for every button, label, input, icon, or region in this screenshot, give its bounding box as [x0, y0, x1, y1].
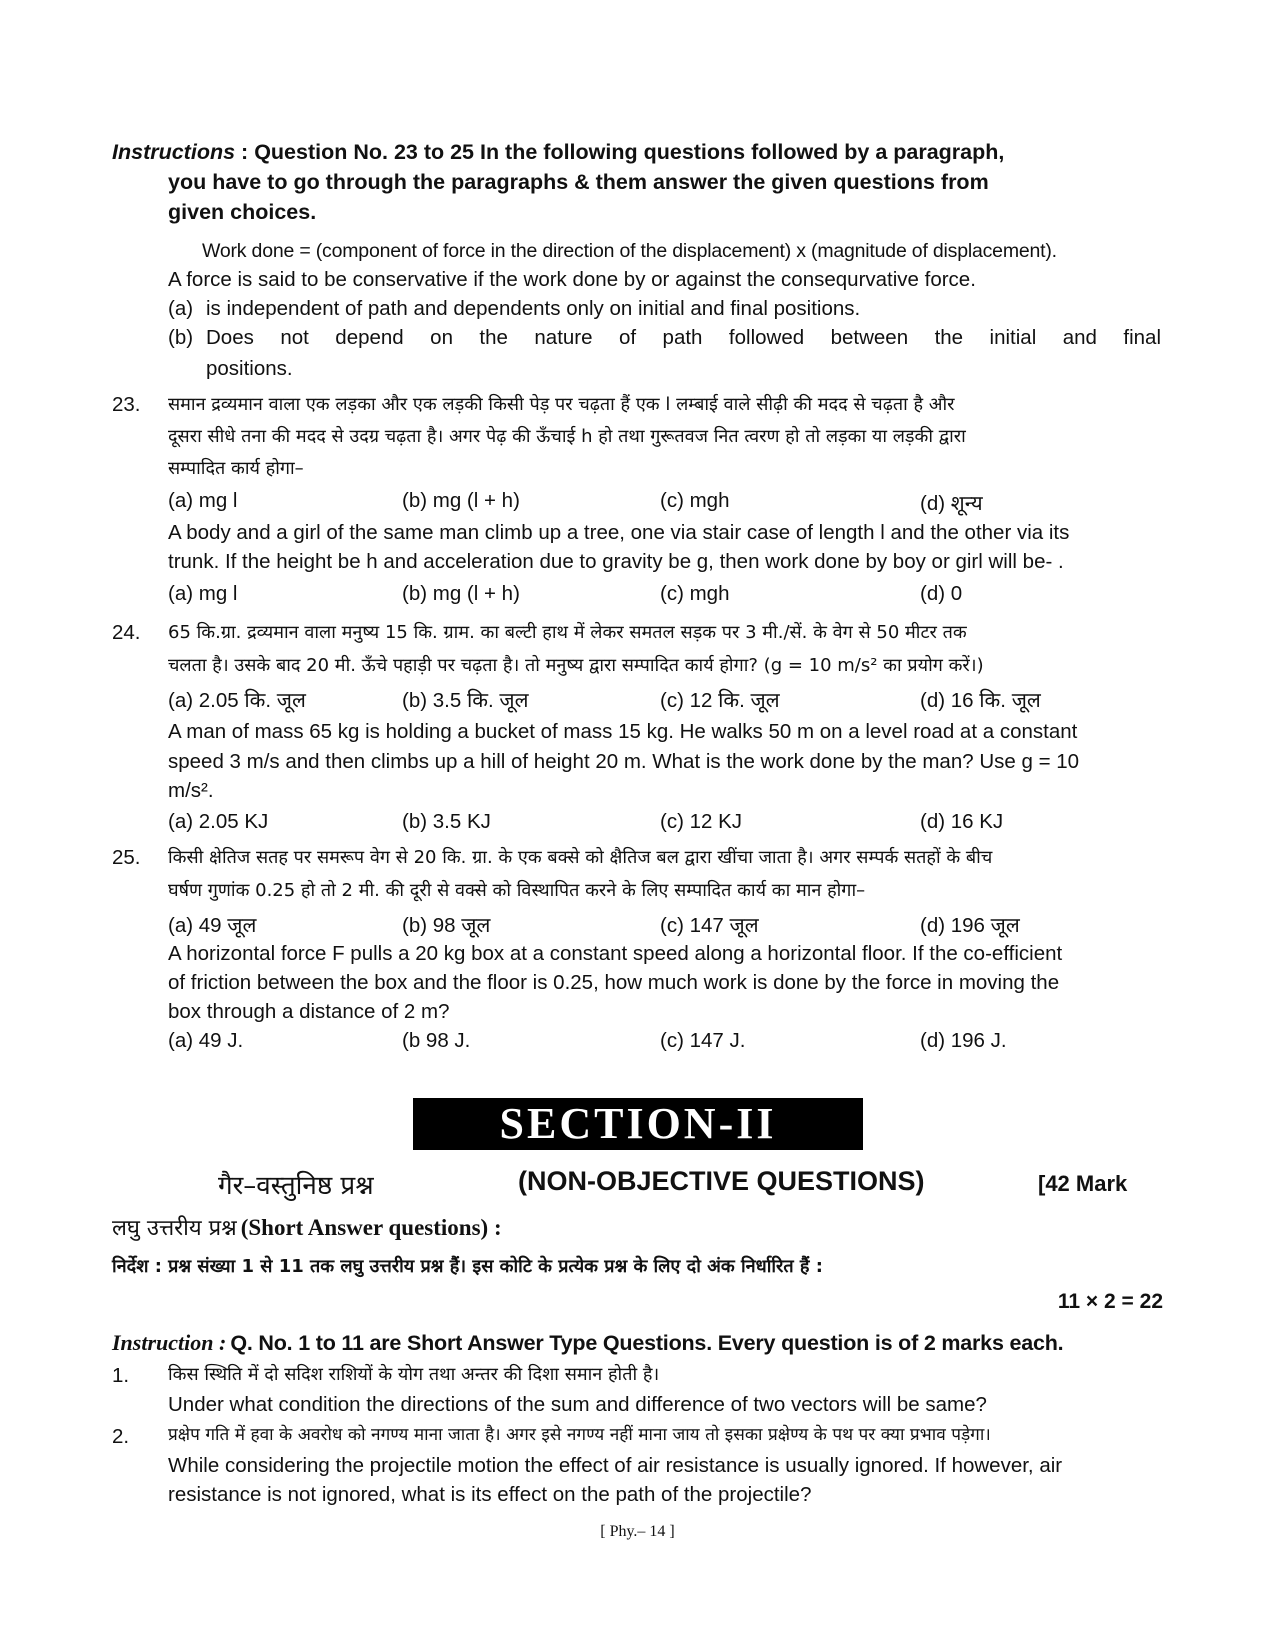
- short-answer-hindi: लघु उत्तरीय प्रश्न: [112, 1216, 237, 1241]
- question-25-english-option-d: (d) 196 J.: [920, 1029, 1007, 1052]
- question-24-hindi-option-c: (c) 12 कि. जूल: [660, 689, 780, 712]
- question-23-hindi-option-c: (c) mgh: [660, 489, 730, 512]
- question-25-english-option-c: (c) 147 J.: [660, 1029, 746, 1052]
- question-25-english-option-b: (b 98 J.: [402, 1029, 471, 1052]
- question-24-english-option-d: (d) 16 KJ: [920, 810, 1004, 833]
- question-24-english-line-2: speed 3 m/s and then climbs up a hill of height 20 m. What is the work done by the man? Use g = 10: [168, 750, 1080, 773]
- short-question-1-english: Under what condition the directions of the sum and difference of two vectors will be same?: [168, 1393, 987, 1416]
- paragraph-item-b-line-1: Does not depend on the nature of path followed between the initial and final: [206, 326, 1161, 349]
- question-25-english-line-2: of friction between the box and the floor is 0.25, how much work is done by the force in moving the: [168, 971, 1060, 994]
- question-25-hindi-option-a: (a) 49 जूल: [168, 914, 257, 937]
- question-24-english-option-a: (a) 2.05 KJ: [168, 810, 269, 833]
- question-24-hindi-option-a: (a) 2.05 कि. जूल: [168, 689, 306, 712]
- instructions-line-3: given choices.: [168, 200, 317, 224]
- paragraph-line-2: A force is said to be conservative if the work done by or against the consequrvative force.: [168, 268, 976, 291]
- paragraph-item-a-label: (a): [168, 297, 194, 320]
- question-23-hindi-line-2: दूसरा सीधे तना की मदद से उदग्र चढ़ता है। अगर पेढ़ की ऊँचाई h हो तथा गुरूतवज नित त्वरण हो तो लड़का या लड़की द्वारा: [168, 426, 966, 447]
- paragraph-line-1: Work done = (component of force in the direction of the displacement) x (magnitude of displacement).: [202, 240, 1057, 262]
- question-23-hindi-option-d: (d) शून्य: [920, 492, 983, 515]
- question-23-english-option-d: (d) 0: [920, 582, 963, 605]
- question-25-english-option-a: (a) 49 J.: [168, 1029, 244, 1052]
- instructions-label: Instructions: [112, 140, 236, 164]
- short-question-1-hindi: किस स्थिति में दो सदिश राशियों के योग तथा अन्तर की दिशा समान होती है।: [168, 1364, 660, 1385]
- direction-hindi: निर्देश : प्रश्न संख्या 1 से 11 तक लघु उत्तरीय प्रश्न हैं। इस कोटि के प्रत्येक प्रश्न के लिए दो अंक निर्धारित हैं :: [112, 1256, 823, 1277]
- instructions-colon: :: [241, 140, 249, 164]
- question-24-english-option-c: (c) 12 KJ: [660, 810, 743, 833]
- section-title: SECTION-II: [413, 1098, 863, 1150]
- question-23-english-option-b: (b) mg (l + h): [402, 582, 520, 605]
- question-23-hindi-option-b: (b) mg (l + h): [402, 489, 520, 512]
- short-question-2-english-line-1: While considering the projectile motion the effect of air resistance is usually ignored. If however, air: [168, 1454, 1063, 1477]
- question-24-number: 24.: [112, 621, 141, 644]
- short-answer-heading: [112, 1212, 502, 1242]
- question-24-english-line-3: m/s².: [168, 779, 214, 802]
- short-question-1-number: 1.: [112, 1364, 130, 1387]
- instruction-line: [112, 1330, 1063, 1356]
- page-footer: [ Phy.– 14 ]: [600, 1523, 675, 1540]
- question-24-hindi-option-d: (d) 16 कि. जूल: [920, 689, 1041, 712]
- short-question-2-english-line-2: resistance is not ignored, what is its effect on the path of the projectile?: [168, 1483, 812, 1506]
- question-25-hindi-line-1: किसी क्षेतिज सतह पर समरूप वेग से 20 कि. ग्रा. के एक बक्से को क्षैतिज बल द्वारा खींचा जाता है। अगर सम्पर्क सतहों के बीच: [168, 847, 993, 868]
- instructions-line-1: [112, 140, 1004, 165]
- question-23-number: 23.: [112, 393, 141, 416]
- question-25-english-line-3: box through a distance of 2 m?: [168, 1000, 450, 1023]
- question-23-hindi-option-a: (a) mg l: [168, 489, 238, 512]
- question-23-english-line-2: trunk. If the height be h and acceleration due to gravity be g, then work done by boy or girl will be- .: [168, 550, 1064, 573]
- instructions-line-2: you have to go through the paragraphs & them answer the given questions from: [168, 170, 989, 194]
- question-23-hindi-line-1: समान द्रव्यमान वाला एक लड़का और एक लड़की किसी पेड़ पर चढ़ता हैं एक l लम्बाई वाले सीढ़ी की मदद से चढ़ता है और: [168, 394, 955, 415]
- question-23-hindi-line-3: सम्पादित कार्य होगा–: [168, 458, 304, 479]
- instruction-label: Instruction :: [112, 1330, 227, 1355]
- question-24-hindi-option-b: (b) 3.5 कि. जूल: [402, 689, 529, 712]
- paragraph-item-a: is independent of path and dependents only on initial and final positions.: [206, 297, 861, 320]
- question-25-hindi-line-2: घर्षण गुणांक 0.25 हो तो 2 मी. की दूरी से वक्से को विस्थापित करने के लिए सम्पादित कार्य का मान होगा–: [168, 880, 866, 901]
- question-24-english-line-1: A man of mass 65 kg is holding a bucket of mass 15 kg. He walks 50 m on a level road at a constant: [168, 720, 1078, 743]
- instruction-text: Q. No. 1 to 11 are Short Answer Type Questions. Every question is of 2 marks each.: [230, 1331, 1064, 1355]
- instructions-text-1: Question No. 23 to 25 In the following questions followed by a paragraph,: [254, 140, 1005, 164]
- short-question-2-hindi: प्रक्षेप गति में हवा के अवरोध को नगण्य माना जाता है। अगर इसे नगण्य नहीं माना जाय तो इसका प्रक्षेण्य के पथ पर क्या प्रभाव पड़ेगा।: [168, 1425, 991, 1445]
- question-24-hindi-line-2: चलता है। उसके बाद 20 मी. ऊँचे पहाड़ी पर चढ़ता है। तो मनुष्य द्वारा सम्पादित कार्य होगा? (g = 10 m/s² का प्रयोग करें।): [168, 655, 984, 676]
- question-23-english-option-a: (a) mg l: [168, 582, 238, 605]
- question-25-number: 25.: [112, 846, 141, 869]
- question-23-english-line-1: A body and a girl of the same man climb up a tree, one via stair case of length l and the other via its: [168, 521, 1070, 544]
- marks-formula: 11 × 2 = 22: [1057, 1290, 1163, 1313]
- short-answer-english: (Short Answer questions) :: [240, 1215, 502, 1240]
- question-25-hindi-option-d: (d) 196 जूल: [920, 914, 1020, 937]
- non-objective-english-heading: (NON-OBJECTIVE QUESTIONS): [518, 1166, 925, 1196]
- section-marks: [42 Mark: [1038, 1171, 1128, 1196]
- non-objective-hindi-heading: गैर–वस्तुनिष्ठ प्रश्न: [218, 1171, 374, 1201]
- paragraph-item-b-line-2: positions.: [206, 357, 293, 380]
- short-question-2-number: 2.: [112, 1425, 130, 1448]
- paragraph-item-b-label: (b): [168, 326, 194, 349]
- question-25-hindi-option-c: (c) 147 जूल: [660, 914, 759, 937]
- question-24-hindi-line-1: 65 कि.ग्रा. द्रव्यमान वाला मनुष्य 15 कि. ग्राम. का बल्टी हाथ में लेकर समतल सड़क पर 3 मी./सें. के वेग से 50 मीटर तक: [168, 622, 967, 643]
- question-25-hindi-option-b: (b) 98 जूल: [402, 914, 491, 937]
- question-23-english-option-c: (c) mgh: [660, 582, 730, 605]
- question-24-english-option-b: (b) 3.5 KJ: [402, 810, 491, 833]
- question-25-english-line-1: A horizontal force F pulls a 20 kg box at a constant speed along a horizontal floor. If the co-efficient: [168, 942, 1063, 965]
